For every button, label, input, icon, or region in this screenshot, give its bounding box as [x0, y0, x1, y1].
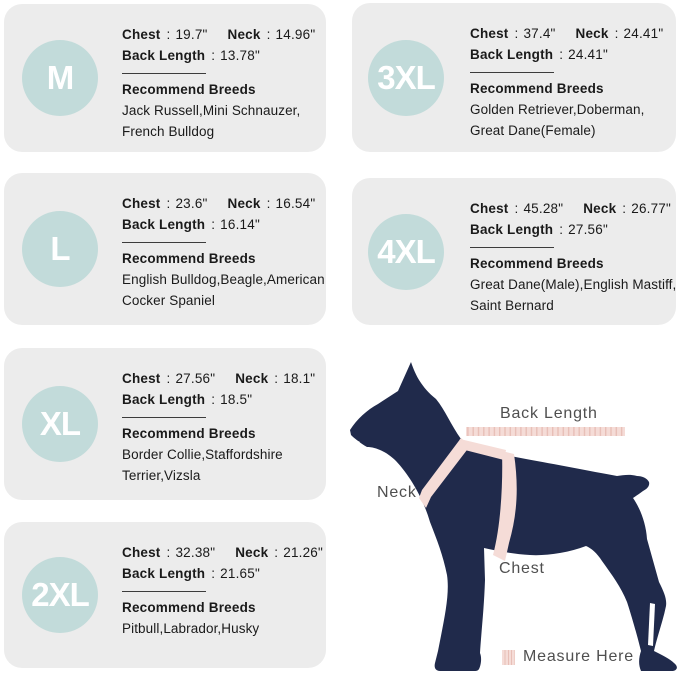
size-card-m	[4, 4, 326, 152]
neck-label: Neck	[235, 545, 269, 560]
recommend-breeds-title: Recommend Breeds	[122, 251, 256, 266]
size-card-xl	[4, 348, 326, 500]
neck-value: 26.77"	[631, 201, 672, 216]
back-length-value: 13.78"	[220, 48, 260, 63]
back-length-row: Back Length : 13.78"	[122, 48, 260, 63]
measurements-row: Chest : 23.6" Neck : 16.54"	[122, 196, 316, 211]
chest-value: 45.28"	[523, 201, 564, 216]
measure-here-legend	[502, 647, 634, 666]
back-length-label: Back Length	[122, 566, 206, 581]
breeds-text: Cocker Spaniel	[122, 293, 215, 308]
size-badge: L	[22, 211, 98, 287]
size-badge: M	[22, 40, 98, 116]
back-length-row: Back Length : 18.5"	[122, 392, 253, 407]
neck-label: Neck	[575, 26, 609, 41]
recommend-breeds-title: Recommend Breeds	[122, 82, 256, 97]
breeds-text: English Bulldog,Beagle,American	[122, 272, 325, 287]
dog-silhouette-graphic	[340, 340, 679, 676]
neck-value: 14.96"	[275, 27, 316, 42]
size-badge: 4XL	[368, 214, 444, 290]
chest-label: Chest	[122, 27, 161, 42]
breeds-text: Terrier,Vizsla	[122, 468, 201, 483]
neck-annotation: Neck	[377, 484, 417, 501]
size-badge: 3XL	[368, 40, 444, 116]
breeds-text: Pitbull,Labrador,Husky	[122, 621, 260, 636]
size-card-4xl	[352, 178, 676, 325]
chest-label: Chest	[122, 545, 161, 560]
breeds-text: French Bulldog	[122, 124, 215, 139]
divider	[122, 242, 206, 243]
size-badge: XL	[22, 386, 98, 462]
recommend-breeds-title: Recommend Breeds	[470, 256, 604, 271]
back-length-label: Back Length	[122, 392, 206, 407]
neck-value: 21.26"	[283, 545, 324, 560]
breeds-text: Border Collie,Staffordshire	[122, 447, 283, 462]
back-length-annotation: Back Length	[500, 405, 598, 422]
back-length-label: Back Length	[470, 222, 554, 237]
breeds-text: Golden Retriever,Doberman,	[470, 102, 645, 117]
breeds-text: Great Dane(Female)	[470, 123, 596, 138]
breeds-text: Saint Bernard	[470, 298, 554, 313]
measuring-tape	[466, 427, 625, 436]
chest-value: 27.56"	[175, 371, 216, 386]
back-length-label: Back Length	[122, 217, 206, 232]
chest-label: Chest	[470, 201, 509, 216]
recommend-breeds-title: Recommend Breeds	[470, 81, 604, 96]
chest-value: 23.6"	[175, 196, 208, 211]
back-length-row: Back Length : 21.65"	[122, 566, 260, 581]
recommend-breeds-title: Recommend Breeds	[122, 600, 256, 615]
chest-annotation: Chest	[499, 560, 545, 577]
back-length-label: Back Length	[470, 47, 554, 62]
divider	[122, 591, 206, 592]
dog-measurement-diagram	[340, 340, 679, 676]
breeds-text: Great Dane(Male),English Mastiff,	[470, 277, 677, 292]
neck-label: Neck	[583, 201, 617, 216]
measurements-row: Chest : 19.7" Neck : 14.96"	[122, 27, 316, 42]
neck-label: Neck	[227, 196, 261, 211]
neck-label: Neck	[227, 27, 261, 42]
neck-value: 24.41"	[623, 26, 664, 41]
divider	[122, 73, 206, 74]
chest-value: 37.4"	[523, 26, 556, 41]
back-length-row: Back Length : 27.56"	[470, 222, 608, 237]
chest-label: Chest	[470, 26, 509, 41]
size-card-l	[4, 173, 326, 325]
back-length-row: Back Length : 24.41"	[470, 47, 608, 62]
measurements-row: Chest : 32.38" Neck : 21.26"	[122, 545, 324, 560]
tape-swatch-icon	[502, 650, 515, 665]
legend-label: Measure Here	[523, 648, 634, 665]
breeds-text: Jack Russell,Mini Schnauzer,	[122, 103, 301, 118]
back-length-value: 24.41"	[568, 47, 608, 62]
divider	[470, 247, 554, 248]
chest-value: 32.38"	[175, 545, 216, 560]
divider	[122, 417, 206, 418]
back-length-value: 16.14"	[220, 217, 260, 232]
divider	[470, 72, 554, 73]
back-length-row: Back Length : 16.14"	[122, 217, 260, 232]
neck-label: Neck	[235, 371, 269, 386]
chest-label: Chest	[122, 371, 161, 386]
neck-value: 16.54"	[275, 196, 316, 211]
chest-value: 19.7"	[175, 27, 208, 42]
size-card-3xl	[352, 3, 676, 152]
back-length-value: 27.56"	[568, 222, 608, 237]
size-card-2xl	[4, 522, 326, 668]
measurements-row: Chest : 27.56" Neck : 18.1"	[122, 371, 316, 386]
back-length-value: 18.5"	[220, 392, 253, 407]
chest-label: Chest	[122, 196, 161, 211]
measurements-row: Chest : 37.4" Neck : 24.41"	[470, 26, 664, 41]
measurements-row: Chest : 45.28" Neck : 26.77"	[470, 201, 672, 216]
size-badge: 2XL	[22, 557, 98, 633]
recommend-breeds-title: Recommend Breeds	[122, 426, 256, 441]
neck-value: 18.1"	[283, 371, 316, 386]
back-length-value: 21.65"	[220, 566, 260, 581]
back-length-label: Back Length	[122, 48, 206, 63]
